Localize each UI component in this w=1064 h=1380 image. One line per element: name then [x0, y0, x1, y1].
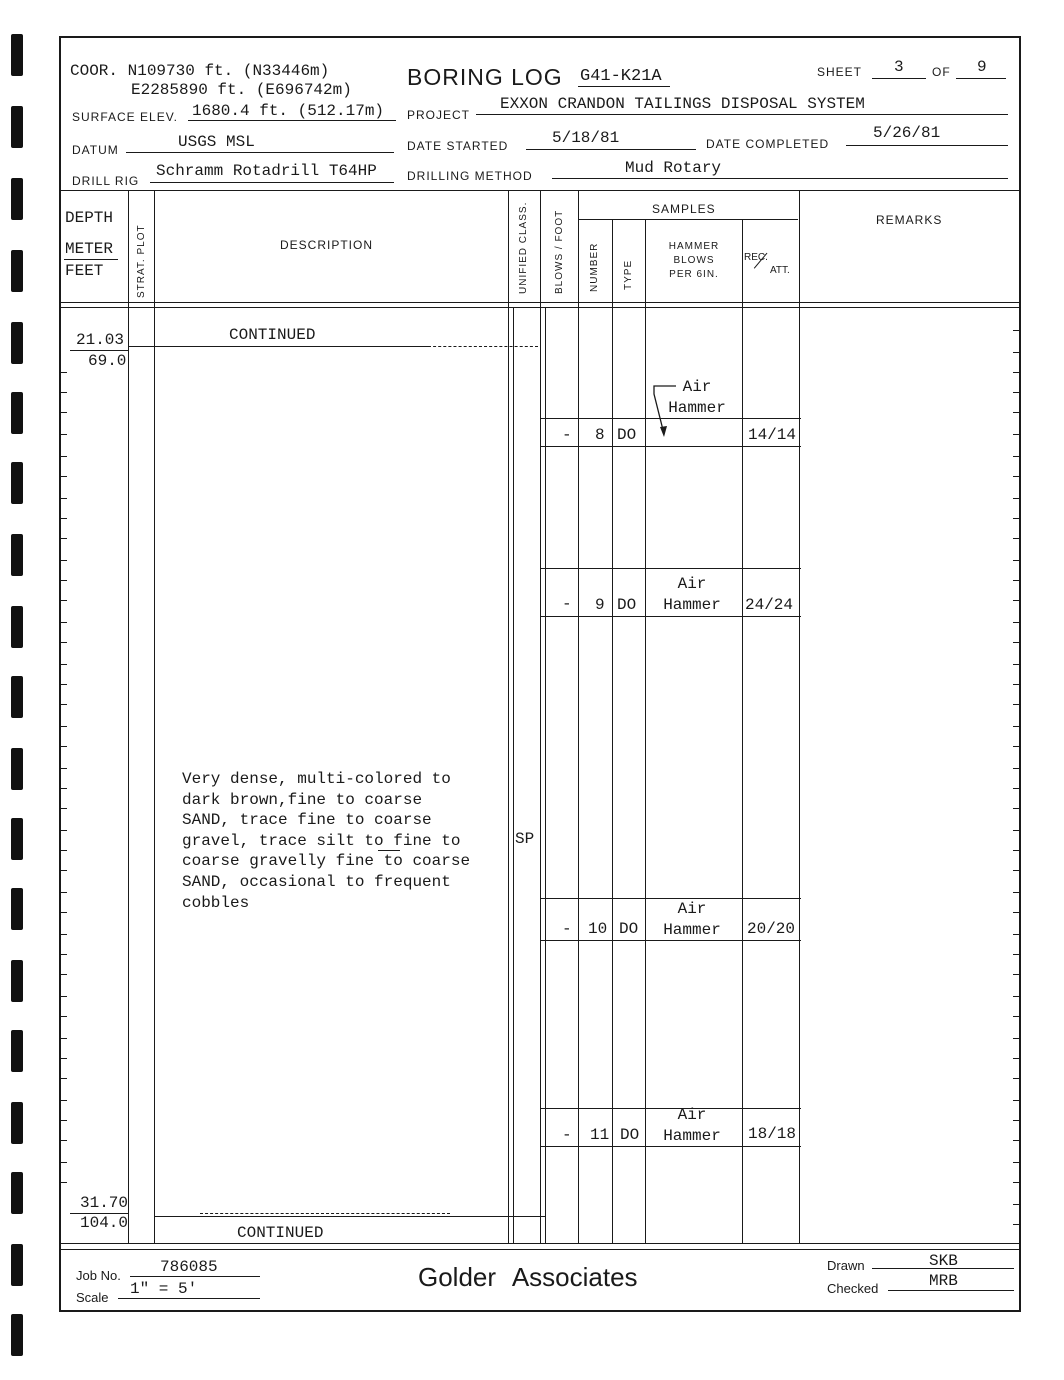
att-heading: ATT.	[770, 265, 790, 276]
coor-label: COOR.	[70, 62, 119, 80]
depth-tick	[61, 560, 67, 561]
column-rule	[742, 219, 743, 1243]
depth-tick	[61, 768, 67, 769]
depth-tick	[61, 1162, 67, 1163]
depth-tick	[61, 746, 67, 747]
depth-tick	[61, 808, 67, 809]
underline	[578, 86, 670, 87]
project-name: EXXON CRANDON TAILINGS DISPOSAL SYSTEM	[500, 95, 865, 113]
soil-description	[182, 769, 470, 913]
sample-type: DO	[617, 596, 637, 614]
column-rule	[578, 191, 579, 1243]
column-rule	[540, 191, 541, 1243]
sample-bottom-rule	[541, 616, 801, 617]
sample-type: DO	[617, 426, 637, 444]
column-rule	[128, 191, 129, 1243]
strat-plot-heading: STRAT. PLOT	[136, 224, 147, 298]
depth-tick	[61, 372, 67, 373]
underline	[378, 850, 400, 851]
unified-class-heading: UNIFIED CLASS.	[518, 201, 529, 294]
underline	[872, 1268, 1014, 1269]
underline	[118, 1298, 260, 1299]
binder-hole	[11, 392, 23, 434]
sample-recovery: 18/18	[748, 1125, 797, 1143]
surface-elev-label: SURFACE ELEV.	[72, 110, 178, 124]
binder-hole	[11, 748, 23, 790]
depth-tick	[61, 518, 67, 519]
binder-hole	[11, 250, 23, 292]
depth-tick	[1013, 850, 1019, 851]
feet-heading: FEET	[65, 262, 104, 280]
sample-blows: -	[562, 595, 572, 613]
hammer-line: Air	[677, 575, 707, 593]
underline	[888, 1290, 1014, 1291]
sample-type: DO	[620, 1126, 640, 1144]
depth-tick	[1013, 622, 1019, 623]
type-heading: TYPE	[623, 259, 634, 290]
column-rule	[545, 307, 546, 1243]
continued-top-label: CONTINUED	[229, 326, 316, 344]
sheet-number: 3	[894, 58, 904, 76]
rec-heading: REC.	[744, 252, 768, 263]
depth-tick	[1013, 934, 1019, 935]
underline	[64, 259, 118, 260]
depth-tick	[61, 498, 67, 499]
depth-tick	[1013, 704, 1019, 705]
depth-tick	[1013, 726, 1019, 727]
coor-north: N109730 ft. (N33446m)	[127, 62, 330, 80]
underline	[872, 78, 926, 79]
depth-tick	[61, 580, 67, 581]
depth-tick	[1013, 1016, 1019, 1017]
depth-tick	[1013, 892, 1019, 893]
hammer-line: Hammer	[663, 921, 721, 939]
top-depth-meter: 21.03	[76, 331, 125, 349]
depth-tick	[1013, 1100, 1019, 1101]
scale-value: 1" = 5'	[130, 1280, 198, 1298]
description-line: gravel, trace silt to fine to	[182, 831, 461, 850]
depth-tick	[61, 684, 67, 685]
footer-divider	[61, 1249, 1020, 1250]
underline	[150, 182, 394, 183]
depth-tick	[1013, 538, 1019, 539]
depth-tick	[1013, 788, 1019, 789]
depth-tick	[61, 954, 67, 955]
sheet-label: SHEET	[817, 65, 863, 79]
depth-tick	[61, 1016, 67, 1017]
binder-hole	[11, 1244, 23, 1286]
depth-tick	[1013, 684, 1019, 685]
sample-type: DO	[619, 920, 639, 938]
sample-recovery: 20/20	[747, 920, 796, 938]
depth-tick	[1013, 580, 1019, 581]
date-completed-label: DATE COMPLETED	[706, 137, 830, 151]
depth-tick	[1013, 954, 1019, 955]
sample-number: 11	[590, 1126, 610, 1144]
hammer-blows-line: HAMMER	[668, 241, 720, 252]
depth-tick	[61, 726, 67, 727]
underline	[956, 78, 1006, 79]
depth-tick	[61, 476, 67, 477]
depth-tick	[1013, 974, 1019, 975]
hammer-line: Air	[677, 1106, 707, 1124]
depth-tick	[61, 912, 67, 913]
description-line: cobbles	[182, 893, 250, 912]
depth-tick	[1013, 392, 1019, 393]
underline	[188, 120, 396, 121]
sample-hammer	[652, 1105, 732, 1147]
datum-label: DATUM	[72, 143, 119, 157]
depth-tick	[61, 1038, 67, 1039]
hammer-line: Air	[677, 900, 707, 918]
binder-hole	[11, 322, 23, 364]
depth-tick	[61, 704, 67, 705]
depth-tick	[1013, 1162, 1019, 1163]
depth-tick	[61, 870, 67, 871]
depth-tick	[61, 996, 67, 997]
coordinates	[70, 62, 329, 80]
of-label: OF	[932, 65, 951, 79]
top-depth-feet: 69.0	[88, 352, 127, 370]
scale-label: Scale	[76, 1290, 109, 1305]
date-completed: 5/26/81	[873, 124, 941, 142]
depth-tick	[1013, 664, 1019, 665]
description-line: dark brown,fine to coarse	[182, 790, 423, 809]
checked-label: Checked	[827, 1281, 879, 1296]
depth-tick	[61, 664, 67, 665]
description-line: Very dense, multi-colored to	[182, 770, 451, 788]
sample-blows: -	[562, 426, 572, 444]
underline	[846, 145, 1008, 146]
footer-divider	[61, 1243, 1020, 1244]
stratum-boundary-dashed	[428, 346, 538, 347]
depth-tick	[61, 600, 67, 601]
hammer-blows-line: BLOWS	[673, 255, 715, 266]
sample-recovery: 14/14	[748, 426, 797, 444]
stratum-boundary-dashed	[200, 1213, 450, 1214]
depth-tick	[61, 1140, 67, 1141]
drilling-method: Mud Rotary	[625, 159, 722, 177]
coor-east: E2285890 ft. (E696742m)	[131, 81, 352, 99]
depth-tick	[61, 1120, 67, 1121]
unified-class-value: SP	[515, 830, 535, 848]
depth-tick	[1013, 1078, 1019, 1079]
datum: USGS MSL	[178, 133, 255, 151]
drill-rig: Schramm Rotadrill T64HP	[156, 162, 377, 180]
depth-tick	[61, 1078, 67, 1079]
description-line: SAND, occasional to frequent	[182, 872, 451, 891]
sample-number: 8	[595, 426, 605, 444]
depth-tick	[61, 850, 67, 851]
depth-tick	[1013, 768, 1019, 769]
depth-tick	[61, 456, 67, 457]
depth-tick	[61, 1182, 67, 1183]
sample-hammer	[652, 574, 732, 616]
depth-tick	[1013, 560, 1019, 561]
underline	[476, 114, 1008, 115]
depth-tick	[61, 1100, 67, 1101]
drilling-method-label: DRILLING METHOD	[407, 169, 533, 183]
hammer-line: Air	[682, 378, 712, 396]
binder-hole	[11, 1030, 23, 1072]
depth-tick	[1013, 1182, 1019, 1183]
job-number: 786085	[160, 1258, 218, 1276]
depth-tick	[1013, 1038, 1019, 1039]
bottom-depth-feet: 104.0	[80, 1214, 129, 1232]
stratum-boundary	[128, 346, 428, 347]
depth-tick	[61, 392, 67, 393]
arrow-icon	[648, 380, 688, 444]
depth-tick	[1013, 1058, 1019, 1059]
binder-hole	[11, 534, 23, 576]
stratum-boundary	[155, 1216, 545, 1217]
depth-tick	[1013, 330, 1019, 331]
underline	[126, 152, 394, 153]
depth-heading: DEPTH	[65, 209, 114, 227]
remarks-heading: REMARKS	[876, 213, 943, 227]
continued-bottom-label: CONTINUED	[237, 1224, 324, 1242]
column-rule	[645, 219, 646, 1243]
depth-tick	[1013, 476, 1019, 477]
blows-foot-heading: BLOWS / FOOT	[554, 209, 565, 294]
drill-rig-label: DRILL RIG	[72, 174, 140, 188]
drawn-by: SKB	[929, 1252, 958, 1270]
depth-tick	[1013, 746, 1019, 747]
underline	[130, 1276, 260, 1277]
depth-tick	[1013, 518, 1019, 519]
hammer-line: Hammer	[663, 596, 721, 614]
hammer-blows-line: PER 6IN.	[669, 269, 719, 280]
description-line: SAND, trace fine to coarse	[182, 811, 432, 830]
column-rule	[513, 307, 514, 1243]
binder-hole	[11, 1172, 23, 1214]
depth-tick	[1013, 1120, 1019, 1121]
depth-tick	[1013, 912, 1019, 913]
sample-number: 10	[588, 920, 608, 938]
depth-tick	[61, 1058, 67, 1059]
date-started: 5/18/81	[552, 129, 620, 147]
depth-tick	[61, 642, 67, 643]
depth-tick	[61, 788, 67, 789]
binder-hole	[11, 1314, 23, 1356]
depth-tick	[1013, 600, 1019, 601]
project-label: PROJECT	[407, 108, 471, 122]
depth-tick	[1013, 808, 1019, 809]
underline	[552, 178, 1008, 179]
hammer-blows-heading	[648, 240, 740, 282]
depth-tick	[61, 892, 67, 893]
sheet-total: 9	[977, 58, 987, 76]
depth-tick	[1013, 352, 1019, 353]
samples-heading: SAMPLES	[652, 202, 716, 216]
column-rule	[508, 191, 509, 1243]
binder-hole	[11, 1102, 23, 1144]
binder-hole	[11, 676, 23, 718]
depth-tick	[1013, 642, 1019, 643]
binder-hole	[11, 106, 23, 148]
depth-tick	[1013, 870, 1019, 871]
depth-tick	[61, 434, 67, 435]
sample-hammer	[652, 899, 732, 941]
surface-elev: 1680.4 ft. (512.17m)	[192, 102, 385, 120]
hammer-line: Hammer	[668, 399, 726, 417]
depth-tick	[61, 622, 67, 623]
depth-tick	[61, 934, 67, 935]
binder-hole	[11, 462, 23, 504]
hammer-line: Hammer	[663, 1127, 721, 1145]
sample-blows: -	[562, 920, 572, 938]
depth-tick	[1013, 498, 1019, 499]
binder-hole	[11, 888, 23, 930]
drawn-label: Drawn	[827, 1258, 865, 1273]
depth-tick	[1013, 830, 1019, 831]
depth-tick	[61, 412, 67, 413]
underline	[526, 149, 696, 150]
company-name: Golder Associates	[418, 1262, 638, 1292]
column-rule	[799, 191, 800, 1243]
binder-hole	[11, 960, 23, 1002]
checked-by: MRB	[929, 1272, 958, 1290]
column-rule	[154, 191, 155, 1243]
samples-divider	[578, 219, 798, 220]
depth-tick	[61, 830, 67, 831]
depth-tick	[1013, 1224, 1019, 1225]
date-started-label: DATE STARTED	[407, 139, 509, 153]
column-rule	[612, 219, 613, 1243]
number-heading: NUMBER	[589, 242, 600, 292]
underline	[70, 350, 128, 351]
description-heading: DESCRIPTION	[280, 238, 374, 252]
sample-top-rule	[541, 568, 801, 569]
bottom-depth-meter: 31.70	[80, 1194, 129, 1212]
form-title: BORING LOG	[407, 64, 563, 90]
sample-blows: -	[562, 1126, 572, 1144]
binder-hole	[11, 178, 23, 220]
depth-tick	[1013, 1140, 1019, 1141]
meter-heading: METER	[65, 240, 114, 258]
description-line: coarse gravelly fine to coarse	[182, 852, 471, 871]
boring-id: G41-K21A	[580, 67, 662, 86]
depth-tick	[61, 538, 67, 539]
binder-hole	[11, 818, 23, 860]
depth-tick	[1013, 996, 1019, 997]
binder-hole	[11, 34, 23, 76]
job-label: Job No.	[76, 1268, 121, 1283]
depth-tick	[1013, 372, 1019, 373]
depth-tick	[1013, 412, 1019, 413]
binder-hole	[11, 606, 23, 648]
depth-tick	[1013, 456, 1019, 457]
depth-tick	[1013, 434, 1019, 435]
sample-recovery: 24/24	[745, 596, 794, 614]
depth-tick	[61, 974, 67, 975]
sample-bottom-rule	[541, 446, 801, 447]
sample-number: 9	[595, 596, 605, 614]
depth-tick	[1013, 1204, 1019, 1205]
